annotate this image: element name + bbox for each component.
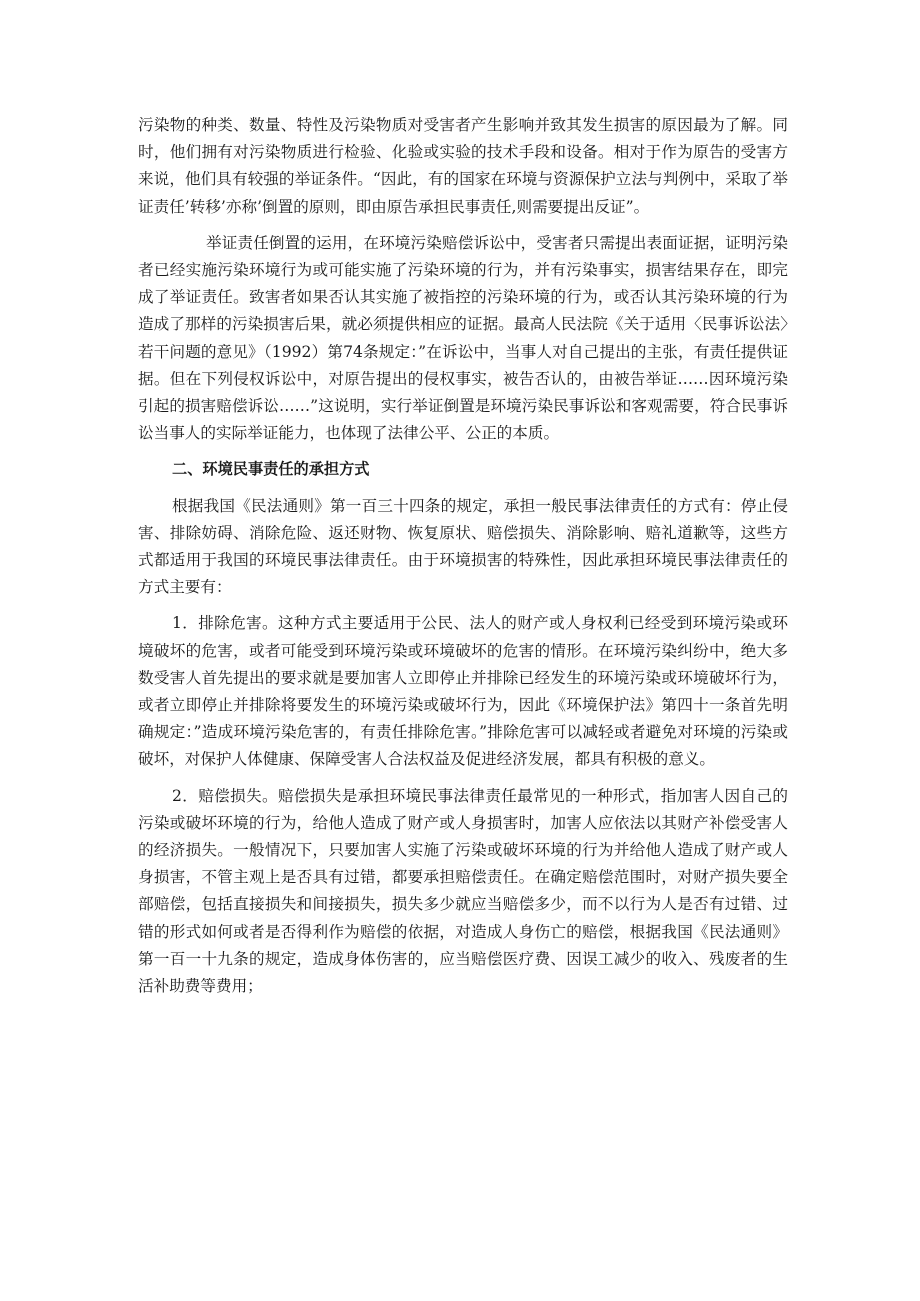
document-body bbox=[138, 112, 788, 1009]
section-heading-liability-methods: 二、环境民事责任的承担方式 bbox=[172, 460, 370, 479]
paragraph-remove-hazard: 1．排除危害。这种方式主要适用于公民、法人的财产或人身权利已经受到环境污染或环境破坏的危害，或者可能受到环境污染或环境破坏的危害的情形。在环境污染纠纷中，绝大多数受害人首先提出的要求就是要加害人立即停止并排除已经发生的环境污染或环境破坏行为，或者立即停止并排除将要发生的环境污染或破坏行为，因此《环境保护法》第四十一条首先明确规定：”造成环境污染危害的，有责任排除危害。”排除危害可以减轻或者避免对环境的污染或破坏，对保护人体健康、保障受害人合法权益及促进经济发展，都具有积极的意义。 bbox=[138, 614, 788, 769]
paragraph-evidence-conditions: 污染物的种类、数量、特性及污染物质对受害者产生影响并致其发生损害的原因最为了解。同时，他们拥有对污染物质进行检验、化验或实验的技术手段和设备。相对于作为原告的受害方来说，他们具有较强的举证条件。“因此，有的国家在环境与资源保护立法与判例中，采取了举证责任’转移’亦称’倒置的原则，即由原告承担民事责任,则需要提出反证”。 bbox=[138, 116, 788, 216]
paragraph-burden-of-proof-reversal: 举证责任倒置的运用，在环境污染赔偿诉讼中，受害者只需提出表面证据，证明污染者已经实施污染环境行为或可能实施了污染环境的行为，并有污染事实，损害结果存在，即完成了举证责任。致害者如果否认其实施了被指控的污染环境的行为，或否认其污染环境的行为造成了那样的污染损害后果，就必须提供相应的证据。最高人民法院《关于适用〈民事诉讼法〉若干问题的意见》（1992）第74条规定：”在诉讼中，当事人对自己提出的主张，有责任提供证据。但在下列侵权诉讼中，对原告提出的侵权事实，被告否认的，由被告举证……因环境污染引起的损害赔偿诉讼……”这说明，实行举证倒置是环境污染民事诉讼和客观需要，符合民事诉讼当事人的实际举证能力，也体现了法律公平、公正的本质。 bbox=[138, 233, 788, 443]
paragraph-compensation: 2．赔偿损失。赔偿损失是承担环境民事法律责任最常见的一种形式，指加害人因自己的污染或破坏环境的行为，给他人造成了财产或人身损害时，加害人应依法以其财产补偿受害人的经济损失。一般情况下，只要加害人实施了污染或破坏环境的行为并给他人造成了财产或人身损害，不管主观上是否具有过错，都要承担赔偿责任。在确定赔偿范围时，对财产损失要全部赔偿，包括直接损失和间接损失，损失多少就应当赔偿多少，而不以行为人是否有过错、过错的形式如何或者是否得利作为赔偿的依据，对造成人身伤亡的赔偿，根据我国《民法通则》第一百一十九条的规定，造成身体伤害的，应当赔偿医疗费、因误工减少的收入、残废者的生活补助费等费用； bbox=[138, 786, 788, 996]
paragraph-liability-overview: 根据我国《民法通则》第一百三十四条的规定，承担一般民事法律责任的方式有：停止侵害、排除妨碍、消除危险、返还财物、恢复原状、赔偿损失、消除影响、赔礼道歉等，这些方式都适用于我国的环境民事法律责任。由于环境损害的特殊性，因此承担环境民事法律责任的方式主要有： bbox=[138, 496, 788, 597]
